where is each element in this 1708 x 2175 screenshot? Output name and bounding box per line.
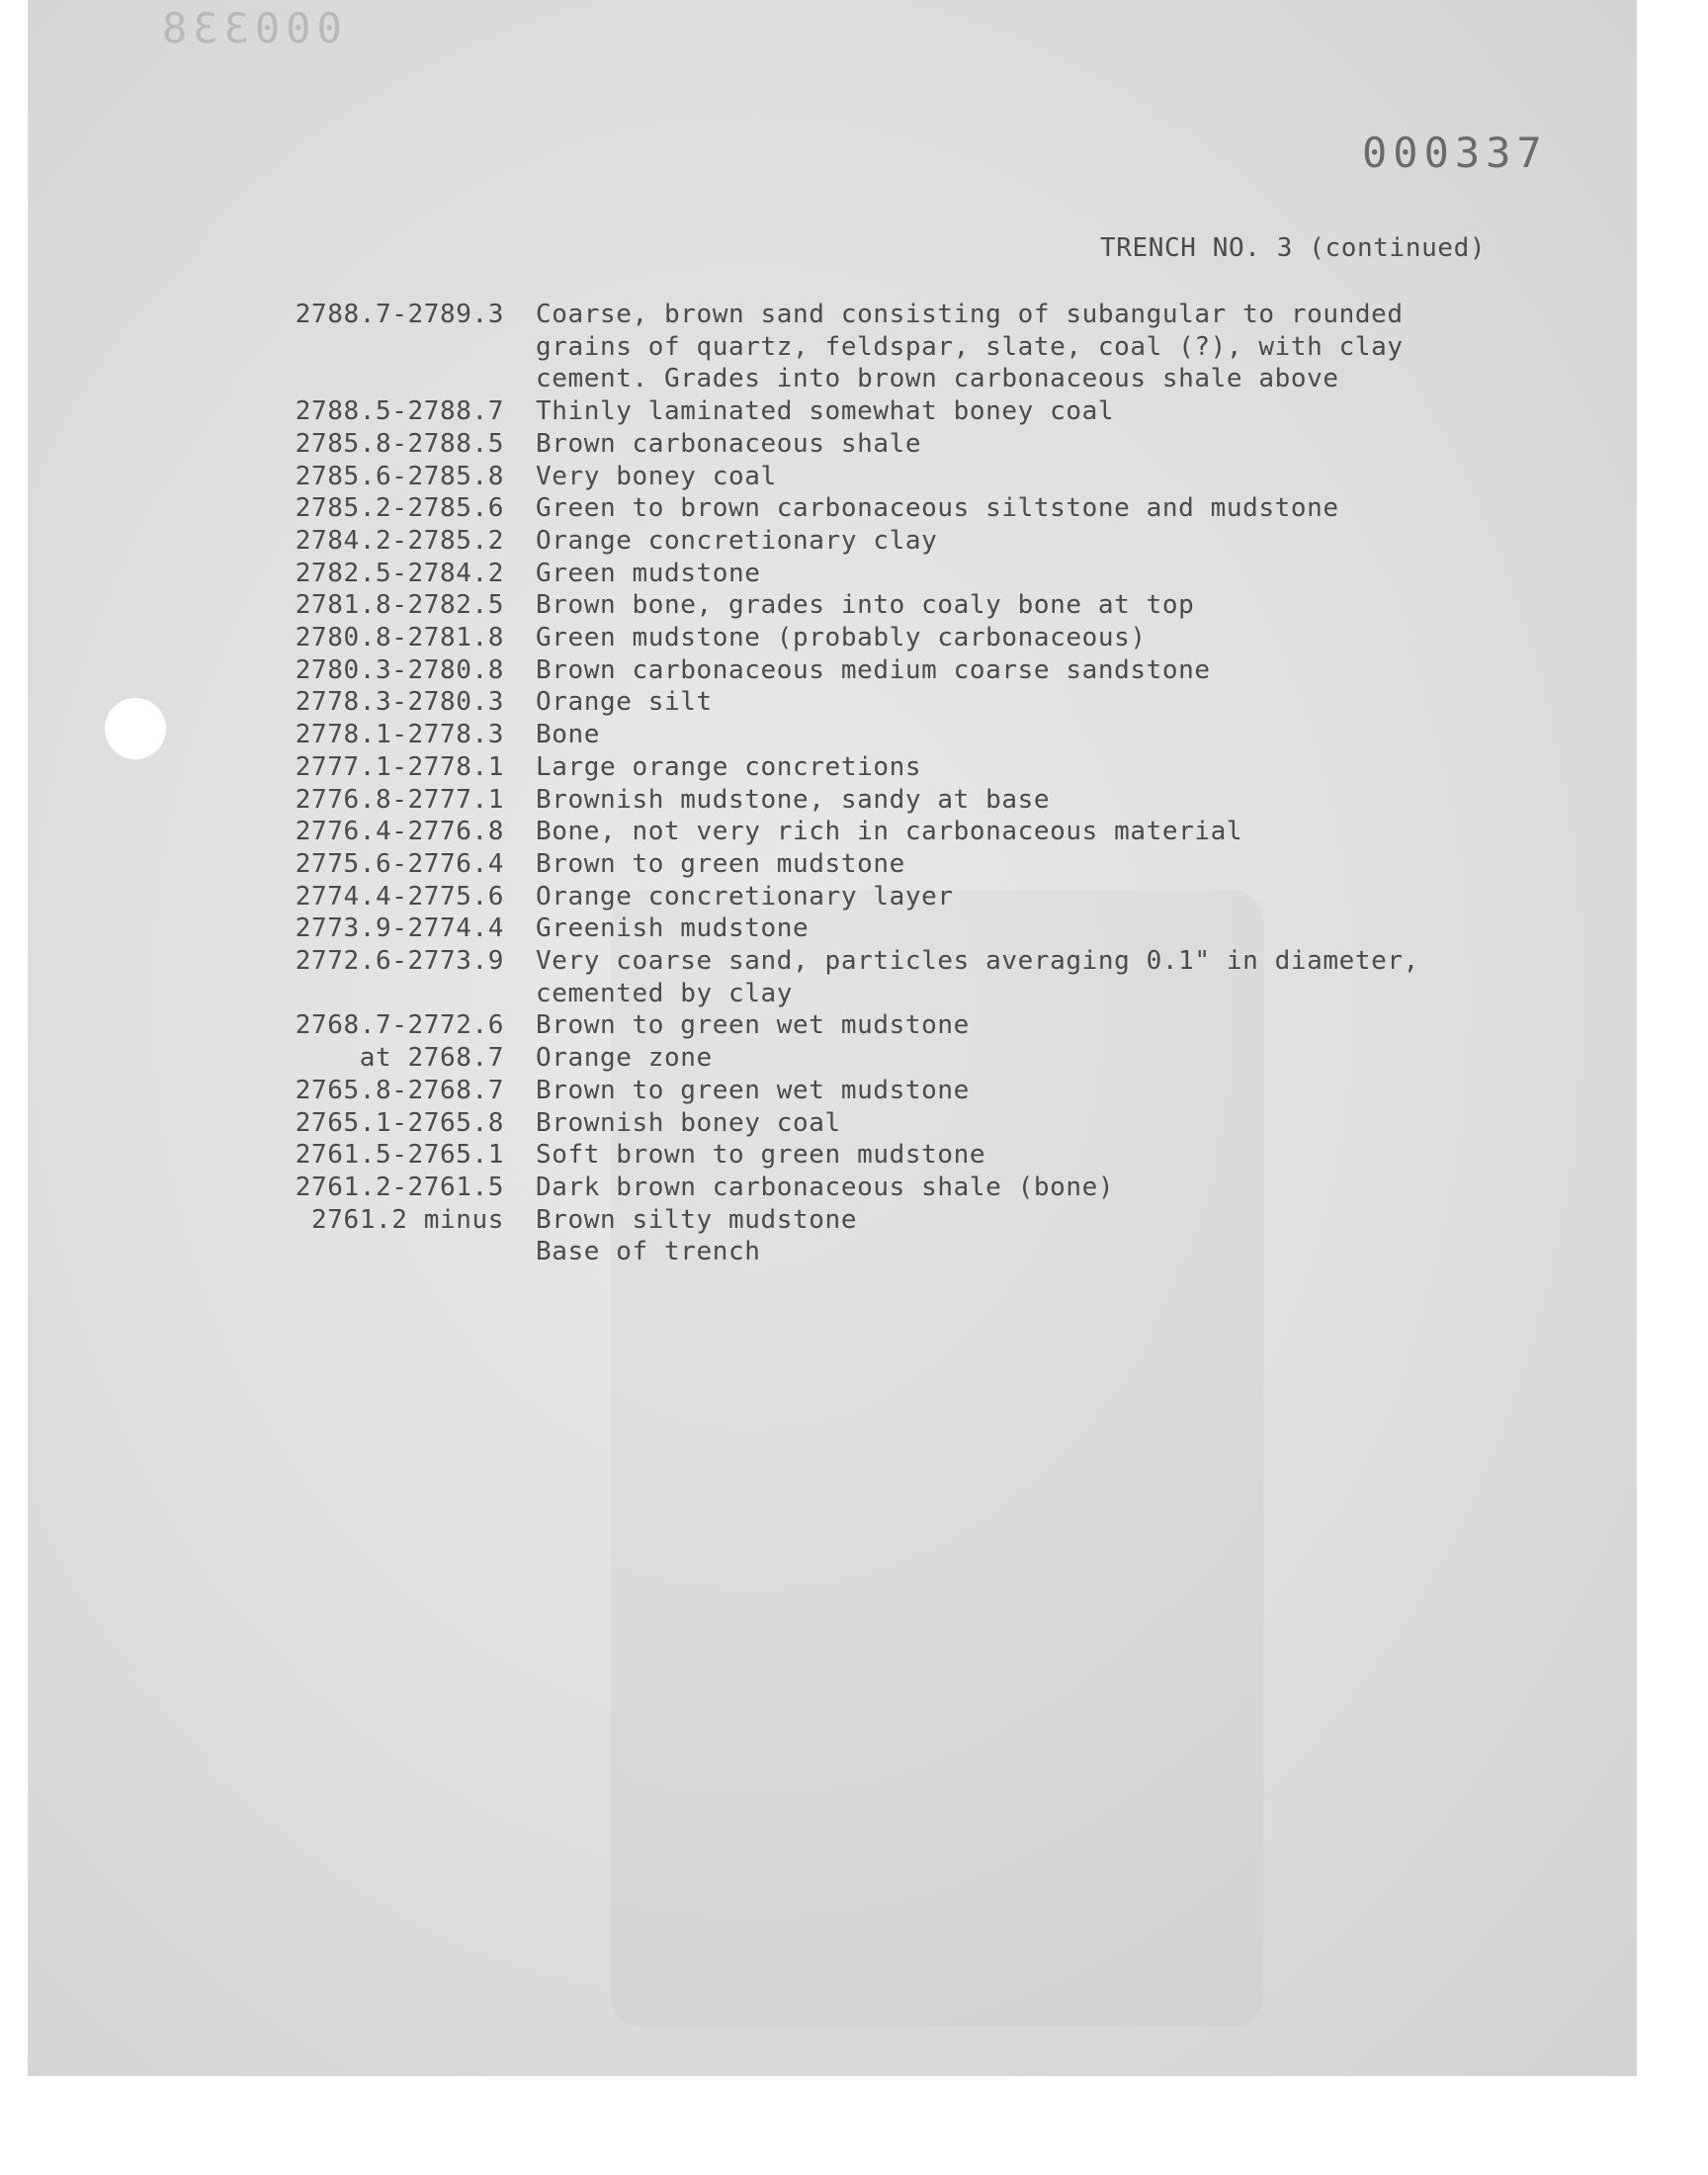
document-page [28,0,1637,2076]
layer-description: Dark brown carbonaceous shale (bone) [536,1172,1115,1202]
layer-description: Green mudstone [536,558,761,588]
page-heading: TRENCH NO. 3 (continued) [1100,233,1487,263]
depth-range: 2761.2 minus [310,1204,504,1235]
depth-range: 2782.5-2784.2 [295,558,504,588]
depth-range: 2788.7-2789.3 [295,300,504,329]
depth-range: 2761.2-2761.5 [295,1172,504,1202]
log-entry [257,558,1473,590]
log-entry [257,1172,1473,1204]
layer-description: Brown carbonaceous shale [536,428,922,459]
log-entry [257,686,1473,719]
log-entry [257,1075,1473,1107]
depth-range: 2780.8-2781.8 [295,623,504,653]
layer-description: Brown to green wet mudstone [536,1010,970,1041]
depth-range: 2784.2-2785.2 [295,525,504,556]
depth-range: 2773.9-2774.4 [295,914,504,944]
log-entry [257,428,1473,461]
layer-description: Green mudstone (probably carbonaceous) [536,623,1147,653]
layer-description: Green to brown carbonaceous siltstone and mudstone [536,493,1339,524]
depth-range: 2772.6-2773.9 [295,946,504,977]
layer-description: Very coarse sand, particles averaging 0.1" in diameter, cemented by clay [536,946,1419,1008]
bleed-through-page-number: 000338 [156,4,342,52]
depth-range: 2778.3-2780.3 [295,687,504,718]
depth-range: 2788.5-2788.7 [295,396,504,427]
depth-range: 2785.6-2785.8 [295,461,504,491]
layer-description: Greenish mudstone [536,914,810,944]
page-number: 000337 [1362,129,1548,177]
log-entry [257,1204,1473,1237]
depth-range: 2765.1-2765.8 [295,1107,504,1138]
depth-range: 2776.4-2776.8 [295,817,504,847]
depth-range: 2768.7-2772.6 [295,1010,504,1041]
log-entry [257,622,1473,654]
depth-range: 2785.2-2785.6 [295,493,504,524]
depth-range [257,1236,504,1268]
layer-description: Bone [536,720,601,750]
log-entry [257,654,1473,687]
layer-description: Orange zone [536,1043,713,1074]
log-entry [257,784,1473,817]
log-entry [257,816,1473,848]
log-entry [257,913,1473,945]
layer-description: Orange silt [536,687,713,718]
layer-description: Brown carbonaceous medium coarse sandstone [536,654,1211,685]
trench-log [257,299,1473,1268]
depth-range: at 2768.7 [359,1043,504,1074]
depth-range: 2778.1-2778.3 [295,720,504,750]
log-entry [257,1107,1473,1140]
log-entry [257,1009,1473,1042]
layer-description: Large orange concretions [536,751,922,782]
depth-range: 2781.8-2782.5 [295,590,504,621]
layer-description: Brownish boney coal [536,1107,841,1138]
depth-range: 2776.8-2777.1 [295,784,504,815]
log-entry [257,461,1473,493]
layer-description: Brown to green wet mudstone [536,1075,970,1105]
log-entry [257,299,1473,395]
layer-description: Thinly laminated somewhat boney coal [536,396,1115,427]
log-entry [257,1042,1473,1075]
layer-description: Brown to green mudstone [536,848,905,879]
punch-hole [105,698,166,759]
depth-range: 2780.3-2780.8 [295,654,504,685]
log-entry [257,848,1473,881]
layer-description: Soft brown to green mudstone [536,1140,986,1171]
depth-range: 2785.8-2788.5 [295,428,504,459]
layer-description: Base of trench [536,1237,761,1267]
log-entry [257,589,1473,622]
depth-range: 2765.8-2768.7 [295,1075,504,1105]
log-entry [257,751,1473,784]
log-entry [257,395,1473,428]
depth-range: 2774.4-2775.6 [295,881,504,912]
log-entry [257,1139,1473,1172]
layer-description: Brown silty mudstone [536,1204,858,1235]
log-entry [257,945,1473,1009]
log-entry [257,881,1473,914]
log-entry [257,719,1473,751]
log-entry [257,492,1473,525]
log-entry [257,1236,1473,1268]
layer-description: Brownish mudstone, sandy at base [536,784,1051,815]
layer-description: Very boney coal [536,461,777,491]
layer-description: Orange concretionary layer [536,881,954,912]
depth-range: 2775.6-2776.4 [295,848,504,879]
layer-description: Coarse, brown sand consisting of subangular to rounded grains of quartz, feldspar, slate, coal (?), with clay cement. Grades into brown carbonaceous shale above [536,300,1404,394]
depth-range: 2761.5-2765.1 [295,1140,504,1171]
layer-description: Orange concretionary clay [536,525,938,556]
log-entry [257,525,1473,558]
layer-description: Bone, not very rich in carbonaceous material [536,817,1243,847]
depth-range: 2777.1-2778.1 [295,751,504,782]
layer-description: Brown bone, grades into coaly bone at top [536,590,1195,621]
